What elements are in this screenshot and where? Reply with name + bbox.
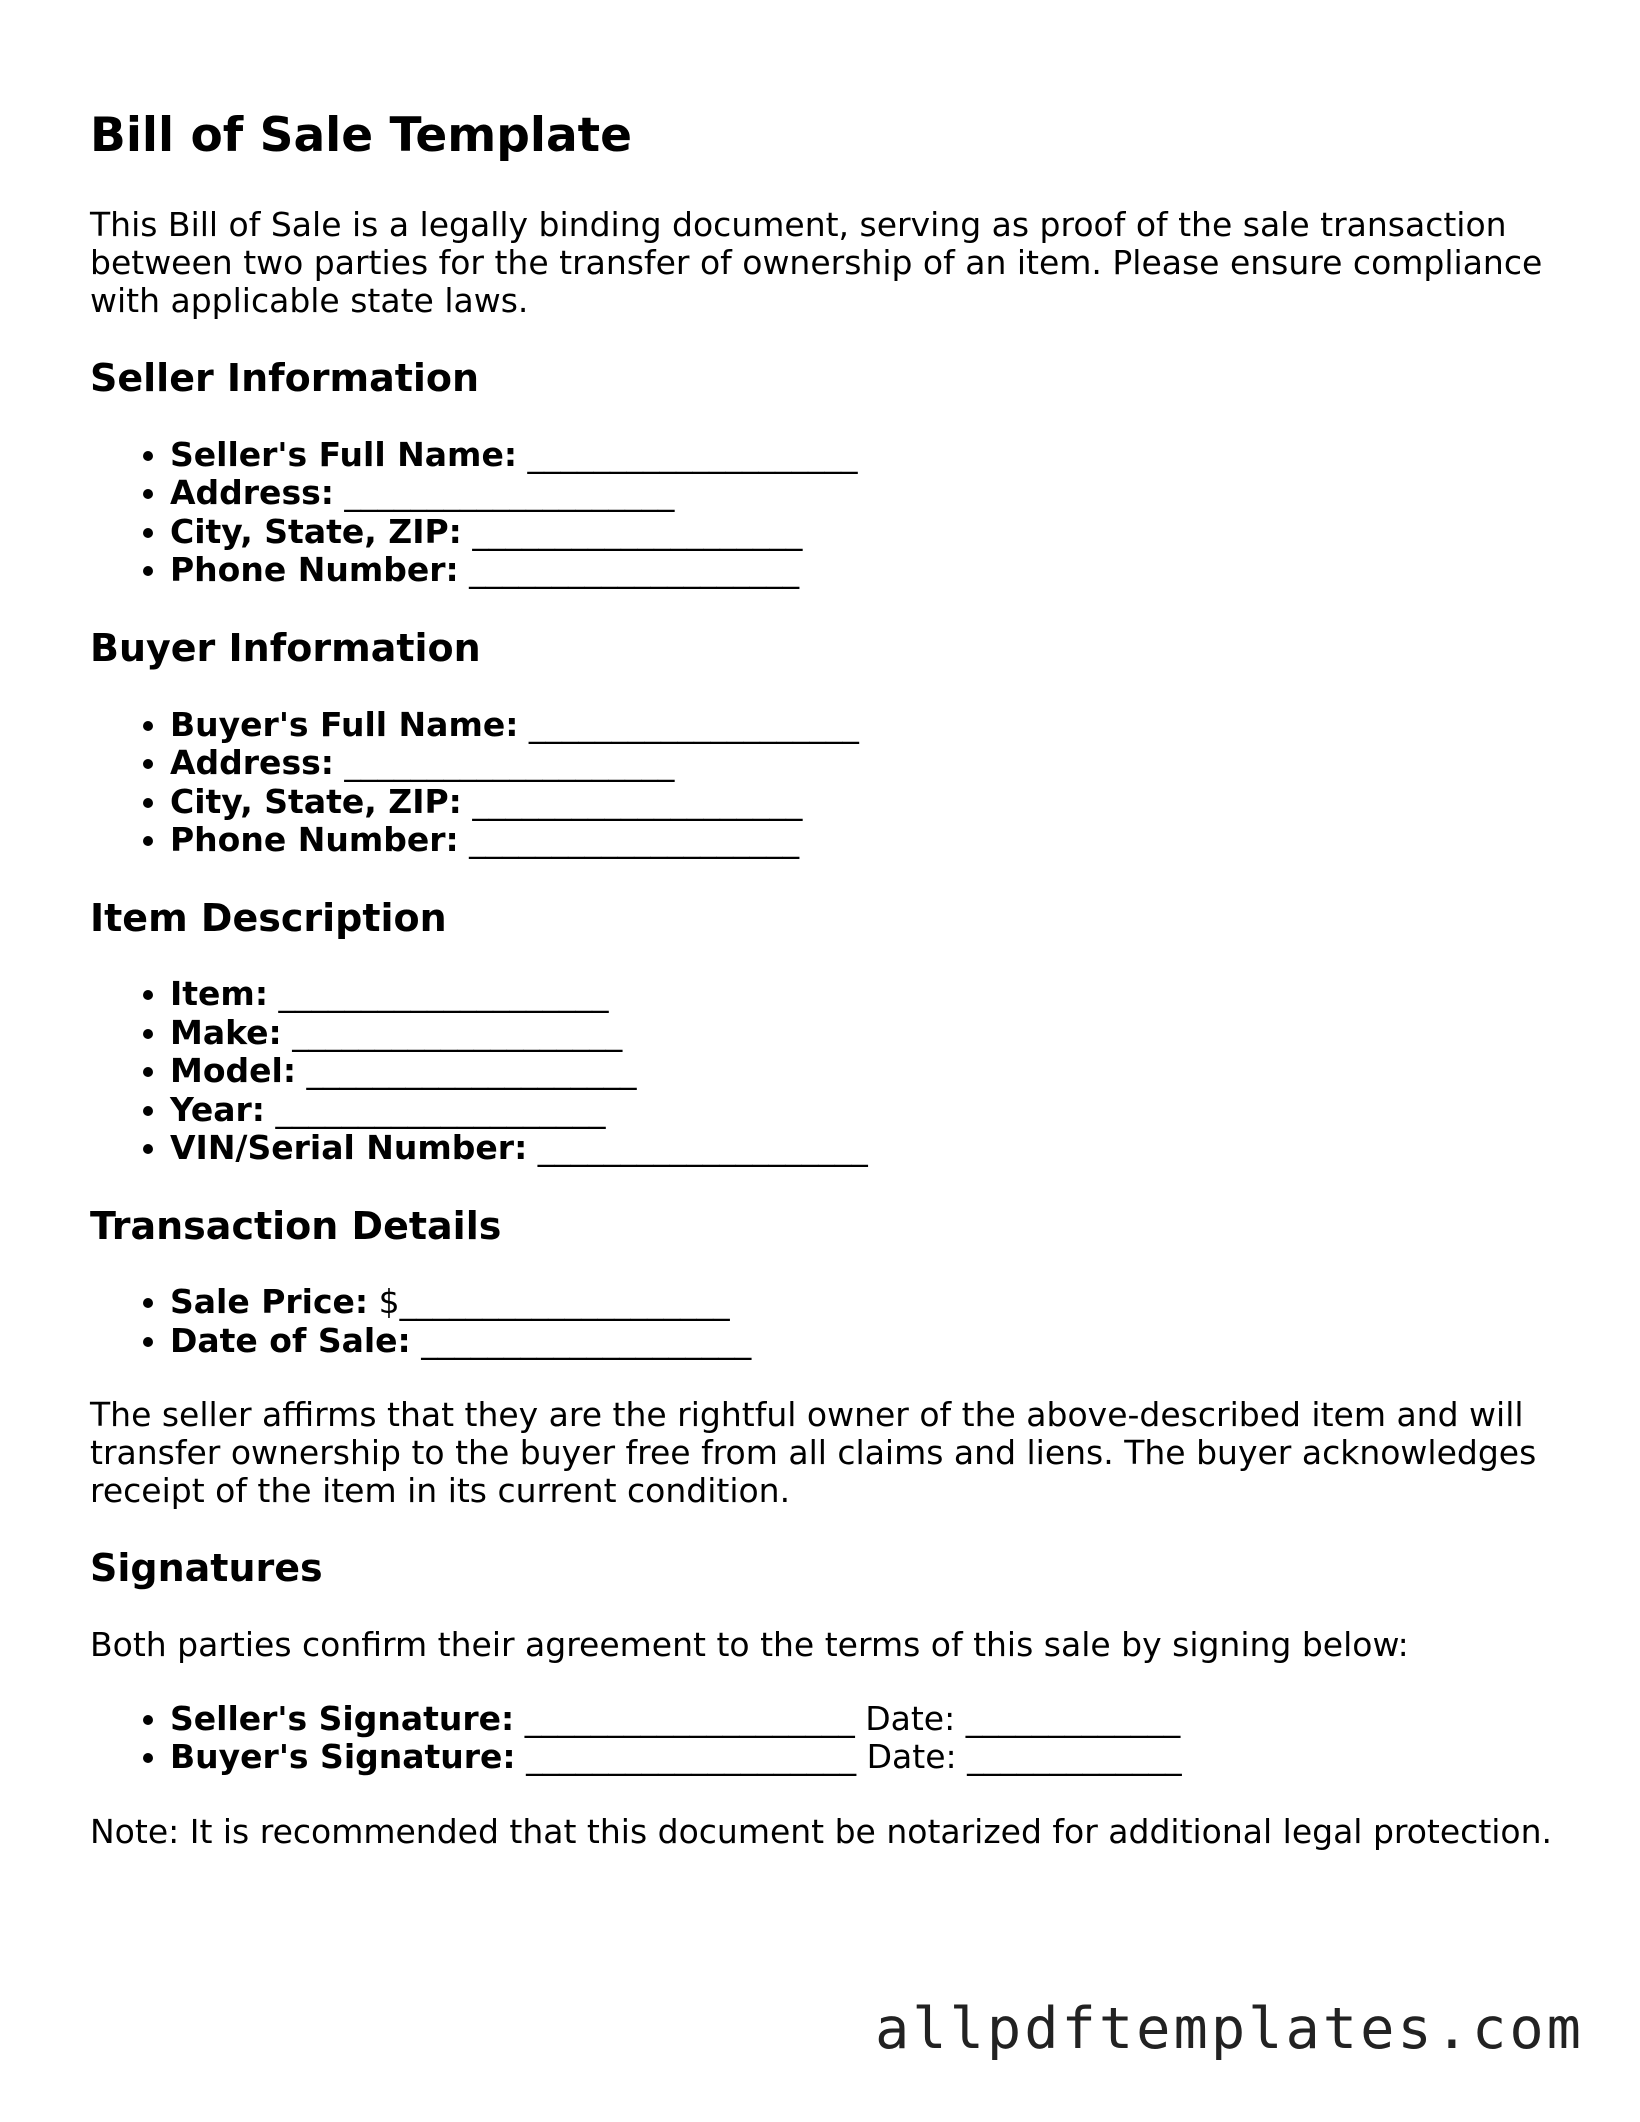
field-label: Address: [170, 743, 334, 783]
list-item [170, 1700, 1570, 1739]
field-blank: ____________________ [517, 434, 858, 474]
field-label: Address: [170, 473, 334, 513]
watermark: allpdftemplates.com [874, 1996, 1584, 2062]
field-blank: ____________________ [333, 743, 675, 783]
field-blank: ____________________ [281, 1012, 623, 1052]
transaction-list [90, 1283, 1570, 1360]
field-label: Phone Number: [170, 550, 459, 590]
field-label: Buyer's Full Name: [170, 704, 519, 744]
field-blank: ____________________ [268, 974, 609, 1014]
field-blank: $____________________ [368, 1282, 730, 1322]
list-item [170, 1322, 1570, 1361]
field-label: City, State, ZIP: [170, 511, 462, 551]
intro-paragraph: This Bill of Sale is a legally binding document, serving as proof of the sale transaction between two parties for the transfer of ownership of an item. Please ensure compliance with applicable state laws. [90, 205, 1543, 321]
field-label: Date of Sale: [170, 1320, 411, 1360]
list-item [170, 474, 1570, 513]
note-paragraph: Note: It is recommended that this document be notarized for additional legal protection. [90, 1811, 1553, 1851]
list-item [170, 1052, 1570, 1091]
list-item [170, 551, 1570, 590]
field-label: Sale Price: [170, 1282, 369, 1322]
list-item [170, 436, 1570, 475]
list-item [170, 706, 1570, 745]
field-label: Seller's Signature: [170, 1698, 515, 1738]
field-label: Phone Number: [170, 820, 459, 860]
item-heading: Item Description [90, 895, 447, 940]
field-label: Seller's Full Name: [170, 434, 518, 474]
field-blank: ____________________ [458, 820, 800, 860]
field-label: VIN/Serial Number: [170, 1128, 528, 1168]
list-item [170, 513, 1570, 552]
item-list [90, 975, 1570, 1168]
field-label: Make: [170, 1012, 282, 1052]
signatures-heading: Signatures [90, 1546, 323, 1591]
field-blank: ____________________ Date: _____________ [515, 1737, 1182, 1777]
list-item [170, 1014, 1570, 1053]
signatures-intro: Both parties confirm their agreement to the terms of this sale by signing below: [90, 1624, 1409, 1664]
field-blank: ____________________ [265, 1089, 606, 1129]
list-item [170, 1091, 1570, 1130]
list-item [170, 975, 1570, 1014]
field-blank: ____________________ [410, 1320, 752, 1360]
field-blank: ____________________ Date: _____________ [514, 1698, 1181, 1738]
field-label: Model: [170, 1051, 297, 1091]
transaction-heading: Transaction Details [90, 1203, 502, 1248]
seller-list [90, 436, 1570, 590]
buyer-heading: Buyer Information [90, 625, 481, 670]
field-blank: ____________________ [333, 473, 675, 513]
field-label: Item: [170, 974, 269, 1014]
field-blank: ____________________ [461, 781, 803, 821]
list-item [170, 1283, 1570, 1322]
list-item [170, 744, 1570, 783]
field-label: Year: [170, 1089, 265, 1129]
field-blank: ____________________ [527, 1128, 868, 1168]
field-blank: ____________________ [296, 1051, 637, 1091]
buyer-list [90, 706, 1570, 860]
list-item [170, 1129, 1570, 1168]
field-label: City, State, ZIP: [170, 781, 462, 821]
field-blank: ____________________ [518, 704, 859, 744]
list-item [170, 821, 1570, 860]
document-title: Bill of Sale Template [90, 108, 633, 163]
signatures-list [90, 1700, 1570, 1777]
field-label: Buyer's Signature: [170, 1737, 516, 1777]
list-item [170, 1738, 1570, 1777]
ownership-statement: The seller affirms that they are the rightful owner of the above-described item and will transfer ownership to the buyer free from all claims and liens. The buyer acknowledges receipt of the item in its current condition. [90, 1395, 1537, 1511]
field-blank: ____________________ [458, 550, 800, 590]
field-blank: ____________________ [461, 511, 803, 551]
seller-heading: Seller Information [90, 356, 480, 401]
list-item [170, 783, 1570, 822]
document-page [90, 108, 1570, 1887]
